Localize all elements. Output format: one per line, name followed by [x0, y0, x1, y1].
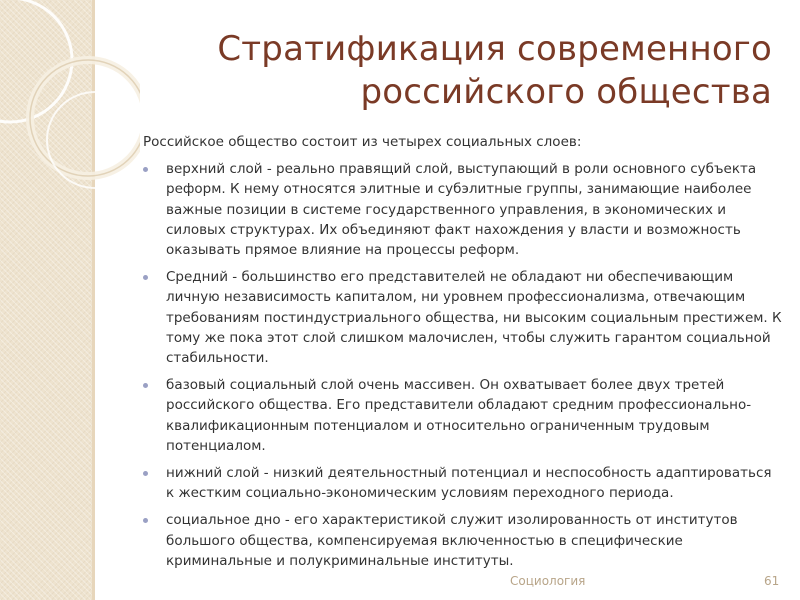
list-item	[143, 159, 783, 260]
title-line-1: Стратификация современного	[217, 29, 772, 69]
bullet-icon	[143, 471, 148, 476]
list-item	[143, 267, 783, 368]
footer-page-number: 61	[764, 574, 780, 588]
intro-text: Российское общество состоит из четырех социальных слоев:	[143, 134, 582, 150]
bullet-icon	[143, 518, 148, 523]
list-item	[143, 510, 783, 571]
bullet-text: верхний слой - реально правящий слой, выступающий в роли основного субъекта реформ. К нему относятся элитные и субэлитные группы, занимающие наиболее важные позиции в системе государственного управления, в экономических и силовых структурах. Их объединяют факт нахождения у власти и возможность оказывать прямое влияние на процессы реформ.	[166, 161, 757, 259]
bullet-text: социальное дно - его характеристикой служит изолированность от институтов большого общества, компенсируемая включенностью в специфические криминальные и полукриминальные институты.	[166, 512, 738, 569]
list-item	[143, 463, 783, 503]
slide-title	[152, 28, 772, 114]
list-item	[143, 375, 783, 456]
title-line-2: российского общества	[360, 72, 772, 112]
bullet-text: Средний - большинство его представителей не обладают ни обеспечивающим личную независимость капиталом, ни уровнем профессионализма, отвечающим требованиям постиндустриального общества, ни высоким социальным престижем. К тому же пока этот слой слишком малочислен, чтобы служить гарантом социальной стабильности.	[166, 269, 782, 367]
bullet-icon	[143, 383, 148, 388]
decorative-circles	[0, 0, 140, 230]
footer-course-name: Социология	[510, 574, 586, 588]
bullet-icon	[143, 275, 148, 280]
bullet-list	[143, 159, 783, 571]
bullet-icon	[143, 167, 148, 172]
bullet-text: базовый социальный слой очень массивен. Он охватывает более двух третей российского общества. Его представители обладают средним профессионально-квалификационным потенциалом и относительно ограниченным трудовым потенциалом.	[166, 377, 752, 454]
slide-content	[143, 132, 783, 578]
bullet-text: нижний слой - низкий деятельностный потенциал и неспособность адаптироваться к жестким социально-экономическим условиям переходного периода.	[166, 465, 772, 502]
